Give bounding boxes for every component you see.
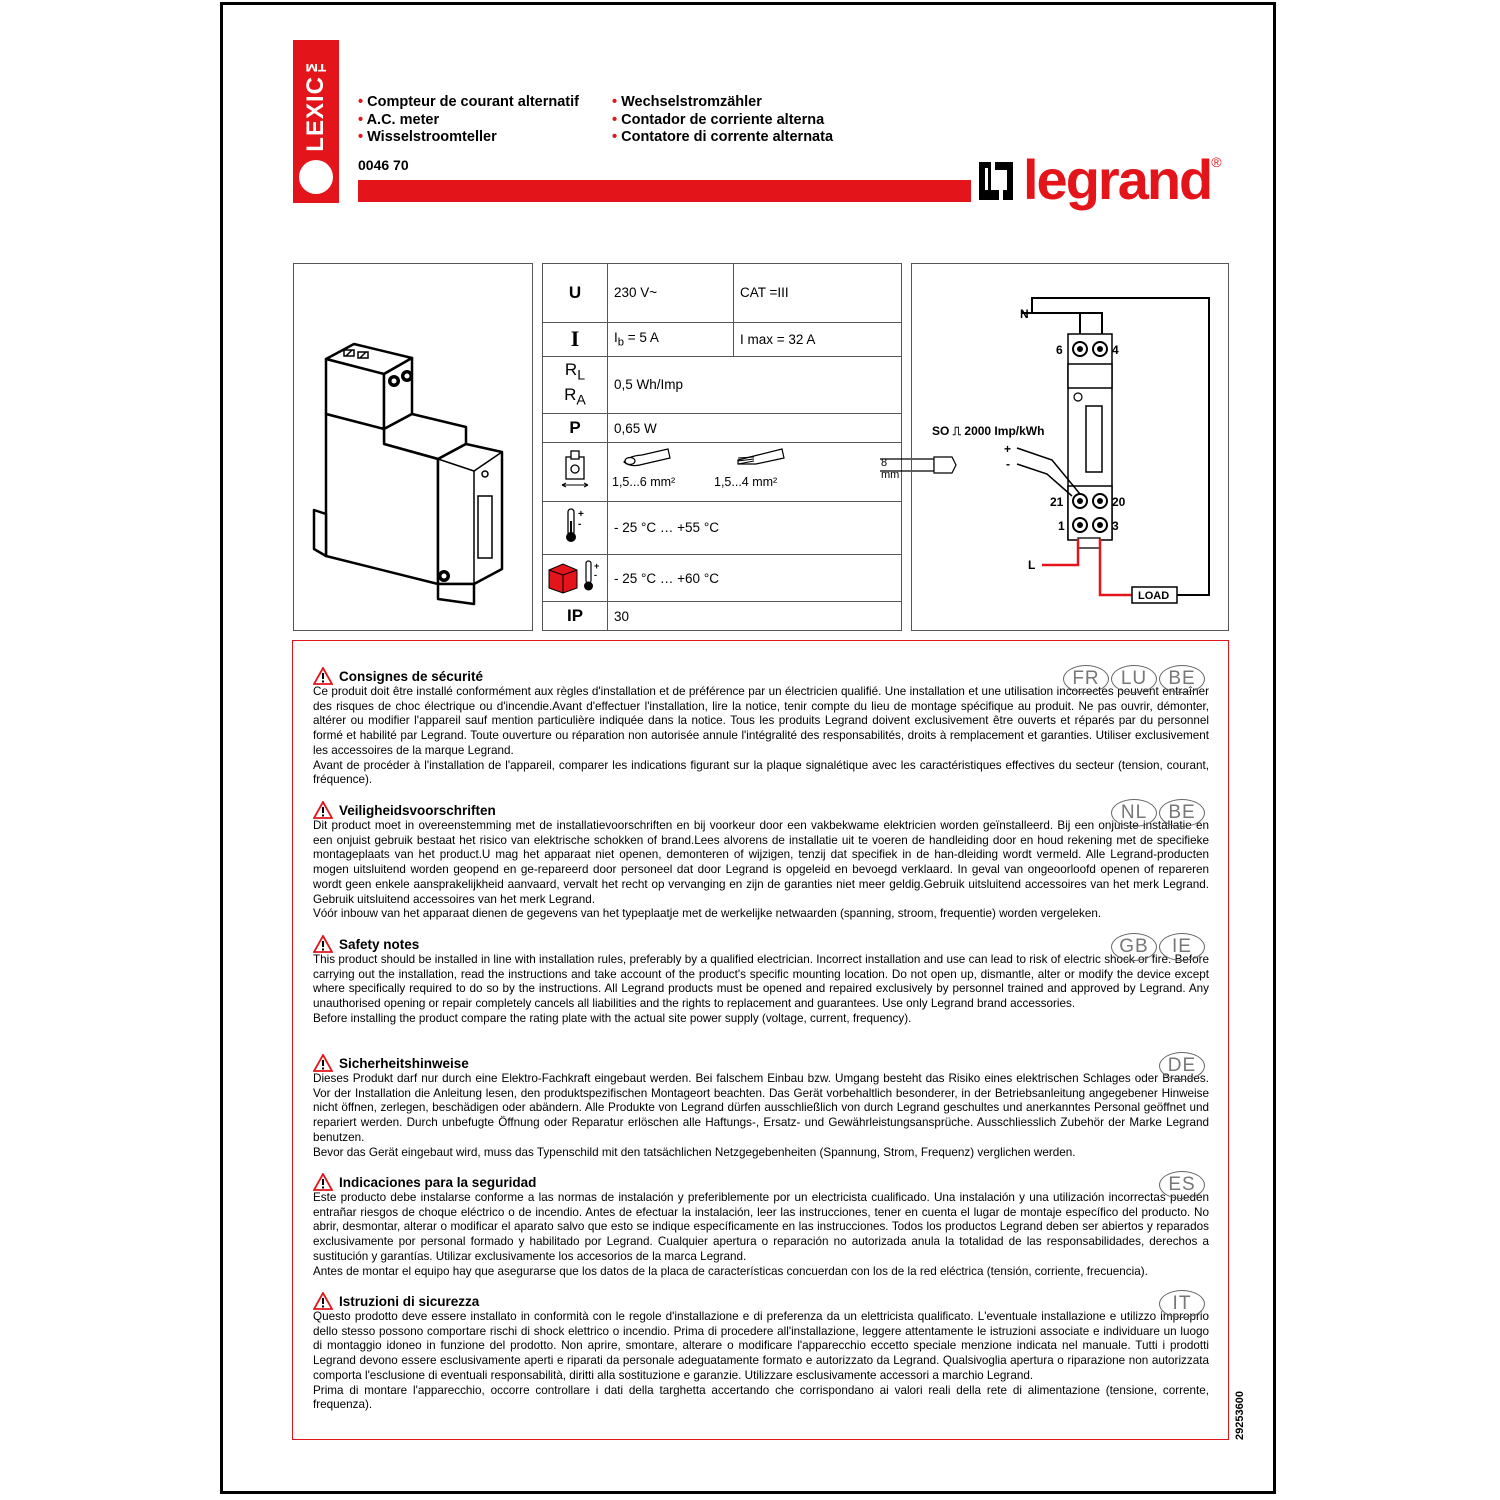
safety-panel: [292, 640, 1229, 1440]
title-nl: • Wisselstroomteller: [358, 129, 579, 147]
country-badges-fr: FR LU BE: [1063, 665, 1205, 693]
title-es: • Contador de corriente alterna: [612, 112, 833, 130]
line-label: L: [1028, 558, 1036, 572]
warning-icon: [313, 667, 333, 685]
title-de: • Wechselstromzähler: [612, 94, 833, 112]
safety-text2-es: Antes de montar el equipo hay que asegurarse que los datos de la placa de características concuerdan con los de la red eléctrica (tensión, corriente, frecuencia).: [313, 1264, 1148, 1278]
svg-text:+: +: [594, 560, 600, 571]
brand-registered: ®: [1211, 154, 1222, 170]
safety-text2-it: Prima di montare l'apparecchio, occorre controllare i dati della targhetta accertando che corrispondano ai valori reali della rete di alimentazione (tensione, corrente, frequenza).: [313, 1383, 1209, 1412]
titles-left: [358, 94, 579, 147]
wiring-diagram-svg: [912, 264, 1228, 630]
header-red-bar: [358, 180, 971, 202]
warning-icon: [313, 1054, 333, 1072]
safety-text2-de: Bevor das Gerät eingebaut wird, muss das Typenschild mit den tatsächlichen Netzgegebenheiten (Spannung, Strom, Frequenz) verglichen werden.: [313, 1145, 1076, 1159]
country-badges-de: DE: [1159, 1052, 1205, 1080]
safety-title-fr: Consignes de sécurité: [339, 668, 484, 684]
thermometer-icon: [562, 505, 588, 545]
svg-text:+: +: [578, 509, 584, 521]
terminal-3: 3: [1112, 519, 1119, 533]
titles-right: [612, 94, 833, 147]
country-badges-gb: GB IE: [1111, 933, 1205, 961]
strip-length: 8 mm: [881, 457, 900, 482]
spec-ib: $I_b = 5$ A: [608, 322, 734, 356]
lexic-dot-icon: [299, 160, 333, 194]
warning-icon: [313, 935, 333, 953]
rigid-wire-icon: [622, 446, 672, 468]
warning-icon: [313, 801, 333, 819]
spec-table: [542, 263, 902, 631]
lexic-label: LEXIC™: [302, 48, 329, 152]
svg-text:-: -: [594, 569, 597, 580]
safety-title-de: Sicherheitshinweise: [339, 1055, 469, 1071]
document-reference: 29253600: [1234, 1391, 1246, 1440]
spec-key-u: U: [543, 264, 608, 323]
safety-title-gb: Safety notes: [339, 936, 420, 952]
title-en: • A.C. meter: [358, 112, 579, 130]
lexic-band: [293, 40, 339, 203]
warning-icon: [313, 1292, 333, 1310]
warning-icon: [313, 1173, 333, 1191]
brand-name: legrand: [1023, 148, 1212, 211]
safety-title-nl: Veiligheidsvoorschriften: [339, 802, 496, 818]
spec-row-power: [543, 414, 902, 442]
safety-text2-gb: Before installing the product compare the rating plate with the actual site power supply (voltage, current, frequency).: [313, 1011, 912, 1025]
safety-title-it: Istruzioni di sicurezza: [339, 1293, 480, 1309]
legrand-mark-icon: [977, 160, 1015, 202]
safety-section-es: [313, 1173, 1209, 1279]
svg-text:-: -: [578, 519, 582, 531]
safety-section-nl: [313, 801, 1209, 922]
safety-text2-nl: Vóór inbouw van het apparaat dienen de gegevens van het typeplaatje met de werkelijke netwaarden (spanning, stroom, frequentie) worden vergeleken.: [313, 907, 1102, 921]
spec-row-voltage: [543, 264, 902, 323]
safety-text-it: Questo prodotto deve essere installato in conformità con le regole d'installazione e di preferenza da un elettricista qualificato. L'eventuale installazione e utilizzo improprio dello stesso possono comportare rischi di shock elettrico o incendio. Prima di procedere all'installazione, leggere attentamente le istruzioni associate e individuare un luogo di montaggio idoneo in funzione del prodotto. Non aprire, smontare, alterare o modificare l'apparecchio eccetto speciale menzione indicata nel manuale. Tutti i prodotti Legrand devono essere esclusivamente aperti e riparati da personale adeguatamente formato e autorizzato da Legrand. Qualsivoglia apertura o riparazione non autorizzata comporta l'esclusione di eventuali responsabilità, diritti alla sostituzione e garanzie. Utilizzare esclusivamente accessori a marchio Legrand.: [313, 1310, 1209, 1382]
spec-ip: 30: [608, 602, 902, 631]
pulse-plus: +: [1004, 442, 1012, 456]
terminal-1: 1: [1058, 519, 1065, 533]
safety-section-fr: [313, 667, 1209, 788]
pulse-minus: -: [1006, 457, 1010, 471]
spec-key-rl-ra: $R_L$ $R_A$: [543, 356, 608, 414]
spec-key-p: P: [543, 414, 608, 442]
legrand-logo: [977, 150, 1222, 212]
product-drawing: [293, 263, 533, 631]
terminal-4: 4: [1112, 343, 1119, 357]
spec-row-wires: [543, 442, 902, 501]
spec-row-current: [543, 322, 902, 356]
spec-row-operating-temp: [543, 501, 902, 554]
spec-key-terminal: [543, 442, 608, 501]
safety-text2-fr: Avant de procéder à l'installation de l'appareil, comparer les indications figurant sur la plaque signalétique avec les caractéristiques effectives du secteur (tension, courant, fréquence).: [313, 758, 1209, 787]
spec-rate: 0,5 Wh/Imp: [608, 356, 902, 414]
spec-key-storage: [543, 554, 608, 602]
spec-imax: I max = 32 A: [734, 322, 902, 356]
neutral-label: N: [1020, 307, 1029, 321]
safety-text-fr: Ce produit doit être installé conformément aux règles d'installation et de préférence par un électricien qualifié. Une installation et une utilisation incorrectes peuvent entraîner des risques de choc électrique ou d'incendie.Avant d'effectuer l'installation, lire la notice, tenir compte du lieu de montage spécifique au produit. Ne pas ouvrir, démonter, altérer ou modifier l'appareil sauf mention particulière indiquée dans la notice. Tous les produits Legrand doivent exclusivement être ouverts et réparés par du personnel formé et habilité par Legrand. Toute ouverture ou réparation non autorisée annule l'intégralité des responsabilités, droits à remplacement et garanties. Utiliser exclusivement les accessoires de la marque Legrand.: [313, 685, 1209, 757]
wiring-diagram: [911, 263, 1229, 631]
storage-box-thermometer-icon: [546, 558, 604, 594]
terminal-screw-icon: [558, 447, 592, 491]
safety-text-de: Dieses Produkt darf nur durch eine Elektro-Fachkraft eingebaut werden. Bei falschem Einbau bzw. Umgang besteht das Risiko eines elektrischen Schlages oder Brandes. Vor der Installation die Anleitung lesen, den produktspezifischen Montageort beachten. Das Gerät vorbehaltlich besonderer, in der Betriebsanleitung angegebener Hinweise nicht öffnen, zerlegen, beschädigen oder abändern. Alle Produkte von Legrand dürfen ausschließlich von durch Legrand geschultes und anerkanntes Personal geöffnet und repariert werden. Durch unbefugte Öffnung oder Reparatur erlöschen alle Haftungs-, Ersatz- und Gewährleistungsansprüche. Ausschliesslich Zubehör der Marke Legrand benutzen.: [313, 1072, 1209, 1144]
load-label: LOAD: [1138, 590, 1170, 602]
spec-wires: [608, 442, 902, 501]
country-badges-nl: NL BE: [1111, 799, 1205, 827]
spec-row-rate: [543, 356, 902, 414]
country-badges-es: ES: [1159, 1171, 1205, 1199]
safety-text-es: Este producto debe instalarse conforme a las normas de instalación y preferiblemente por un electricista cualificado. Una instalación y una utilización incorrectas pueden entrañar riesgos de choque eléctrico o de incendio. Antes de efectuar la instalación, leer las instrucciones, tener en cuenta el lugar de montaje específico del producto. No abrir, desmontar, alterar o modificar el aparato salvo que esto se indique específicamente en las instrucciones. Todos los productos Legrand deben ser abiertos y reparados exclusivamente por personal formado y habilitado por Legrand. Cualquier apertura o reparación no autorizada anula la totalidad de las responsabilidades, derechos a sustitución y garantías. Utilizar exclusivamente los accesorios de la marca Legrand.: [313, 1191, 1209, 1263]
safety-title-es: Indicaciones para la seguridad: [339, 1174, 537, 1190]
safety-section-it: [313, 1292, 1209, 1413]
safety-section-gb: [313, 935, 1209, 1027]
rigid-wire-section: 1,5...6 mm²: [612, 475, 676, 490]
spec-storage-temp: - 25 °C … +60 °C: [608, 554, 902, 602]
title-it: • Contatore di corrente alternata: [612, 129, 833, 147]
spec-key-i: I: [543, 322, 608, 356]
spec-voltage: 230 V~: [608, 264, 734, 323]
terminal-6: 6: [1056, 343, 1063, 357]
spec-key-ip: IP: [543, 602, 608, 631]
spec-power: 0,65 W: [608, 414, 902, 442]
spec-row-ip: [543, 602, 902, 631]
spec-row-storage-temp: [543, 554, 902, 602]
title-fr: • Compteur de courant alternatif: [358, 94, 579, 112]
meter-drawing-icon: [294, 264, 532, 630]
safety-text-gb: This product should be installed in line with installation rules, preferably by a qualified electrician. Incorrect installation and use can lead to risk of electric shock or fire. Before carrying out the installation, read the instructions and take account of the product's specific mounting location. Do not open up, dismantle, alter or modify the device except where specifically required to do so by the instructions. All Legrand products must be opened and repaired exclusively by personnel trained and approved by Legrand. Any unauthorised opening or repair completely cancels all liabilities and the rights to replacement and guarantees. Use only Legrand brand accessories.: [313, 953, 1209, 1011]
terminal-20: 20: [1112, 495, 1126, 509]
flexible-wire-icon: [736, 446, 786, 468]
pulse-output-label: SO ⎍ 2000 Imp/kWh: [932, 424, 1045, 438]
safety-section-de: [313, 1054, 1209, 1160]
product-reference: 0046 70: [358, 157, 409, 173]
country-badges-it: IT: [1159, 1290, 1205, 1318]
safety-text-nl: Dit product moet in overeenstemming met de installatievoorschriften en bij voorkeur door een vakbekwame elektricien worden geïnstalleerd. Bij een onjuiste installatie en een onjuist gebruik bestaat het risico van elektrische schokken of brand.Lees alvorens de installatie uit te voeren de handleiding door en houd rekening met de specifieke montageplaats van het product.U mag het apparaat niet openen, demonteren of wijzigen, tenzij dat specifiek in de han-dleiding wordt vermeld. Alle Legrand-producten mogen uitsluitend worden geopend en ge-repareerd door personeel dat door Legrand is opgeleid en bevoegd verklaard. In geval van ongeoorloofd openen of repareren wordt geen enkele aansprakelijkheid aanvaard, vervalt het recht op vervanging en zijn de garanties niet meer geldig.Gebruik uitsluitend accessoires van het merk Legrand. Gebruik uitsluitend accessoires van het merk Legrand.: [313, 819, 1209, 906]
terminal-21: 21: [1050, 495, 1064, 509]
flexible-wire-section: 1,5...4 mm²: [714, 475, 778, 490]
spec-category: CAT =III: [734, 264, 902, 323]
spec-key-thermometer: [543, 501, 608, 554]
spec-operating-temp: - 25 °C … +55 °C: [608, 501, 902, 554]
